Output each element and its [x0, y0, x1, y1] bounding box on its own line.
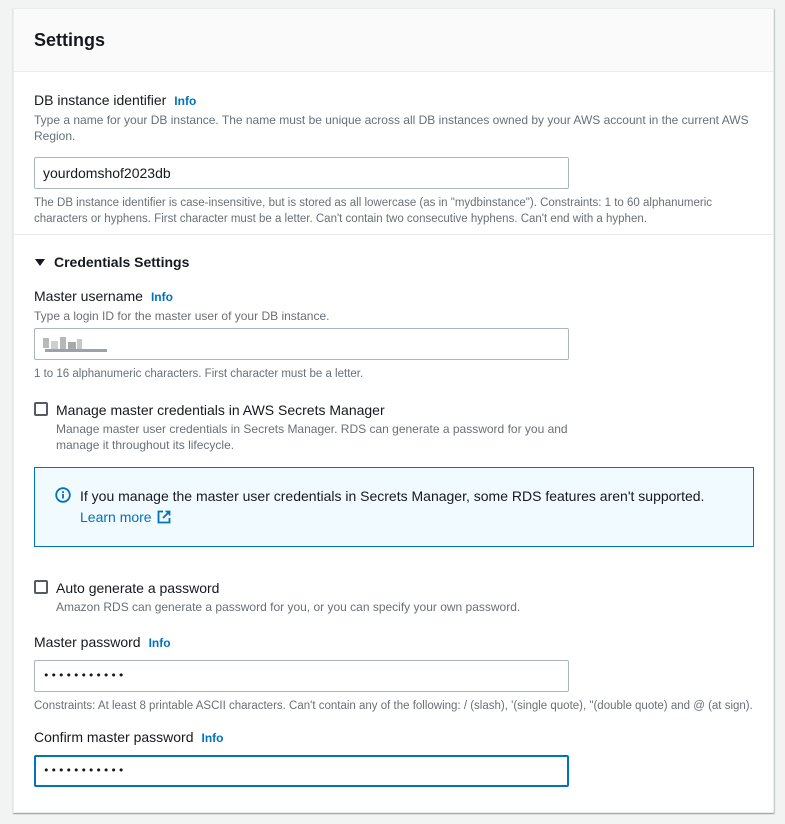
- redacted-username: [43, 335, 101, 353]
- confirm-password-input[interactable]: •••••••••••: [34, 755, 569, 787]
- alert-text: If you manage the master user credentials in Secrets Manager, some RDS features aren't supported.: [80, 488, 705, 504]
- master-password-constraint: Constraints: At least 8 printable ASCII characters. Can't contain any of the following: / (slash), '(single quote), "(double quote) and @ (at sign).: [34, 700, 753, 712]
- credentials-expander-label: Credentials Settings: [54, 254, 190, 270]
- db-identifier-info-link[interactable]: Info: [174, 94, 197, 108]
- password-section: [34, 579, 759, 787]
- master-password-info-link[interactable]: Info: [148, 636, 171, 650]
- caret-down-icon: [35, 259, 45, 266]
- credentials-section: [34, 254, 759, 453]
- master-username-info-link[interactable]: Info: [150, 290, 173, 304]
- secrets-manager-checkbox[interactable]: [34, 402, 48, 416]
- secrets-manager-alert: [34, 467, 754, 547]
- confirm-password-info-link[interactable]: Info: [201, 731, 224, 745]
- auto-generate-description: Amazon RDS can generate a password for you, or you can specify your own password.: [56, 600, 521, 614]
- secrets-manager-label[interactable]: Manage master credentials in AWS Secrets Manager: [56, 402, 385, 418]
- learn-more-link[interactable]: [80, 506, 171, 528]
- master-password-label: Master password: [34, 634, 141, 650]
- master-username-label-row: [34, 287, 759, 306]
- credentials-expander[interactable]: [34, 254, 759, 270]
- auto-generate-checkbox[interactable]: [34, 580, 48, 594]
- panel-title: Settings: [34, 30, 106, 50]
- secrets-manager-row: [34, 401, 759, 453]
- auto-generate-label[interactable]: Auto generate a password: [56, 580, 220, 596]
- confirm-password-label-row: [34, 728, 759, 747]
- db-identifier-label: DB instance identifier: [34, 92, 167, 108]
- db-identifier-input[interactable]: yourdomshof2023db: [34, 157, 569, 189]
- secrets-manager-description: Manage master user credentials in Secrets Manager. RDS can generate a password for you and manage it throughout its lifecycle.: [56, 422, 568, 452]
- panel-header: [14, 9, 773, 72]
- db-identifier-label-row: [34, 91, 759, 110]
- external-link-icon: [157, 510, 171, 524]
- master-username-description: Type a login ID for the master user of your DB instance.: [34, 309, 330, 323]
- master-password-label-row: [34, 633, 759, 652]
- master-username-constraint: 1 to 16 alphanumeric characters. First character must be a letter.: [34, 368, 364, 380]
- section-divider: [14, 234, 773, 235]
- db-identifier-section: [34, 91, 759, 227]
- learn-more-label: Learn more: [80, 509, 152, 525]
- db-identifier-constraint: The DB instance identifier is case-insensitive, but is stored as all lowercase (as in "mydbinstance"). Constraints: 1 to 60 alphanumeric characters or hyphens. First character must be a letter. Can't contain two consecutive hyphens. Can't end with a hyphen.: [34, 197, 713, 225]
- confirm-password-label: Confirm master password: [34, 729, 194, 745]
- settings-panel: [13, 8, 774, 813]
- info-icon: [55, 487, 71, 503]
- db-identifier-description: Type a name for your DB instance. The name must be unique across all DB instances owned by your AWS account in the current AWS Region.: [34, 113, 749, 143]
- master-username-input[interactable]: [34, 328, 569, 360]
- master-password-input[interactable]: •••••••••••: [34, 660, 569, 692]
- master-username-label: Master username: [34, 288, 143, 304]
- auto-generate-row: [34, 579, 759, 615]
